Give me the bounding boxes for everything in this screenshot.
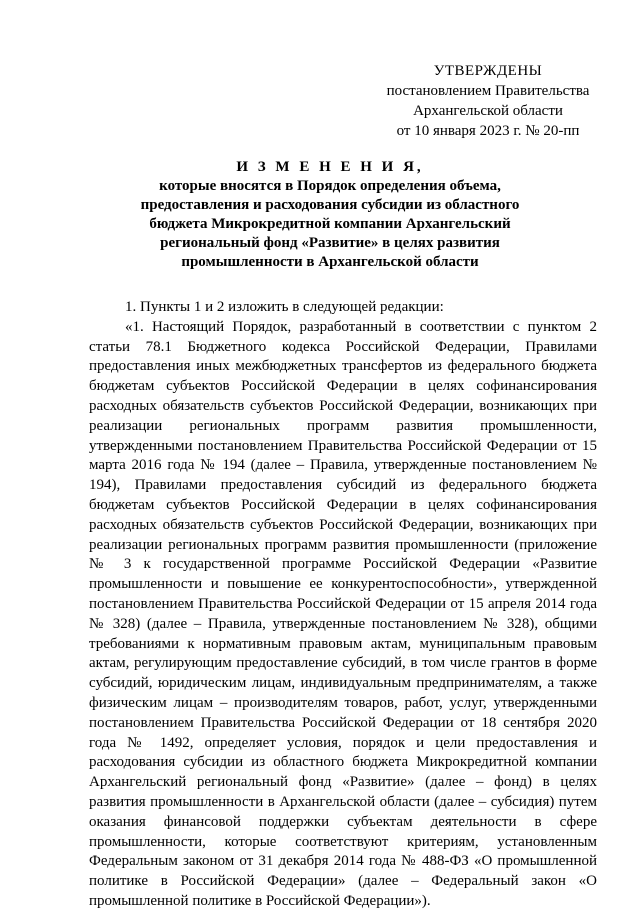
title-line-2: предоставления и расходования субсидии из областного [140, 197, 520, 213]
document-title [120, 158, 540, 272]
title-line-4: региональный фонд «Развитие» в целях развития [160, 235, 500, 251]
approval-block [376, 61, 600, 141]
title-line-3: бюджета Микрокредитной компании Архангельский [149, 216, 511, 232]
title-main: И З М Е Н Е Н И Я, [236, 159, 424, 175]
title-line-5: промышленности в Архангельской области [181, 254, 479, 270]
approval-line-1: постановлением Правительства [386, 83, 590, 99]
quoted-paragraph-1: «1. Настоящий Порядок, разработанный в соответствии с пунктом 2 статьи 78.1 Бюджетного кодекса Российской Федерации, Правилами предоставления иных межбюджетных трансфертов из федерального бюджета бюджетам субъектов Российской Федерации в целях софинансирования расходных обязательств субъектов Российской Федерации, возникающих при реализации региональных программ развития промышленности, утвержденными постановлением Правительства Российской Федерации от 15 марта 2016 года № 194 (далее – Правила, утвержденные постановлением № 194), Правилами предоставления субсидий из федерального бюджета бюджетам субъектов Российской Федерации в целях софинансирования расходных обязательств субъектов Российской Федерации, возникающих при реализации региональных программ развития промышленности (приложение № 3 к государственной программе Российской Федерации «Развитие промышленности и повышение ее конкурентоспособности», утвержденной постановлением Правительства Российской Федерации от 15 апреля 2014 года № 328) (далее – Правила, утвержденные постановлением № 328), общими требованиями к нормативным правовым актам, муниципальным правовым актам, регулирующим предоставление субсидий, в том числе грантов в форме субсидий, юридическим лицам, индивидуальным предпринимателям, а также физическим лицам – производителям товаров, работ, услуг, утвержденными постановлением Правительства Российской Федерации от 18 сентября 2020 года № 1492, определяет условия, порядок и цели предоставления и расходования субсидии из областного бюджета Микрокредитной компании Архангельский региональный фонд «Развитие» (далее – фонд) в целях развития промышленности в Архангельской области (далее – субсидия) путем оказания финансовой поддержки субъектам деятельности в сфере промышленности, которые соответствуют критериям, установленным Федеральным законом от 31 декабря 2014 года № 488-ФЗ «О промышленной политике в Российской Федерации» (далее – Федеральный закон «О промышленной политике в Российской Федерации»). [89, 318, 597, 909]
approval-heading: УТВЕРЖДЕНЫ [433, 63, 543, 79]
document-body [89, 298, 597, 912]
approval-line-3: от 10 января 2023 г. № 20-пп [396, 123, 580, 139]
approval-line-2: Архангельской области [413, 103, 563, 119]
title-line-1: которые вносятся в Порядок определения объема, [159, 178, 501, 194]
item-1-paragraph: 1. Пункты 1 и 2 изложить в следующей редакции: [125, 299, 444, 315]
